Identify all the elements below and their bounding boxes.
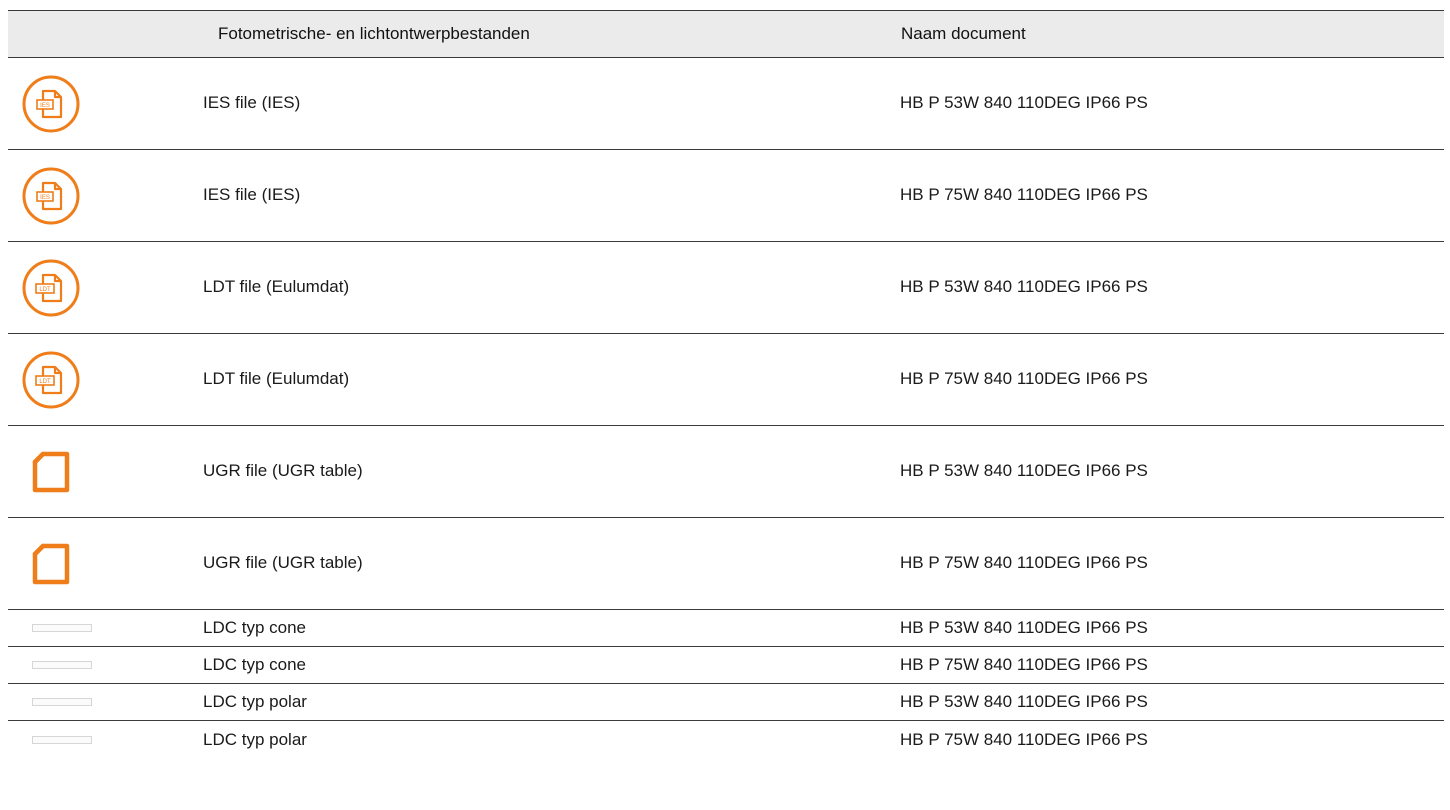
- ldt-file-icon[interactable]: [21, 258, 81, 318]
- ldc-thumbnail-placeholder[interactable]: [32, 698, 92, 706]
- table-header: [8, 10, 1444, 58]
- header-document-name: Naam document: [901, 24, 1026, 43]
- table-row[interactable]: [8, 58, 1444, 150]
- table-row[interactable]: [8, 721, 1444, 758]
- document-name: HB P 75W 840 110DEG IP66 PS: [900, 729, 1148, 749]
- table-row[interactable]: [8, 150, 1444, 242]
- file-type-link[interactable]: LDT file (Eulumdat): [203, 276, 350, 296]
- badge-text: LDT: [39, 286, 51, 293]
- ldt-file-icon[interactable]: [21, 350, 81, 410]
- ies-file-icon[interactable]: [21, 166, 81, 226]
- file-type-link[interactable]: LDC typ cone: [203, 618, 306, 637]
- table-row[interactable]: [8, 647, 1444, 684]
- badge-text: LDT: [39, 378, 51, 385]
- file-type-link[interactable]: LDC typ polar: [203, 729, 307, 749]
- document-name: HB P 75W 840 110DEG IP66 PS: [900, 655, 1148, 674]
- badge-text: IES: [40, 102, 50, 109]
- ldc-thumbnail-placeholder[interactable]: [32, 736, 92, 744]
- badge-text: IES: [40, 194, 50, 201]
- file-type-link[interactable]: LDC typ cone: [203, 655, 306, 674]
- document-name: HB P 53W 840 110DEG IP66 PS: [900, 460, 1148, 480]
- document-name: HB P 53W 840 110DEG IP66 PS: [900, 92, 1148, 112]
- table-row[interactable]: [8, 610, 1444, 647]
- table-row[interactable]: [8, 242, 1444, 334]
- file-type-link[interactable]: LDC typ polar: [203, 692, 307, 711]
- document-name: HB P 53W 840 110DEG IP66 PS: [900, 618, 1148, 637]
- table-row[interactable]: [8, 684, 1444, 721]
- document-name: HB P 75W 840 110DEG IP66 PS: [900, 368, 1148, 388]
- table-row[interactable]: [8, 334, 1444, 426]
- table-row[interactable]: [8, 426, 1444, 518]
- ldc-thumbnail-placeholder[interactable]: [32, 624, 92, 632]
- generic-file-icon[interactable]: [21, 442, 81, 502]
- document-name: HB P 75W 840 110DEG IP66 PS: [900, 552, 1148, 572]
- file-type-link[interactable]: UGR file (UGR table): [203, 552, 363, 572]
- table-row[interactable]: [8, 518, 1444, 610]
- document-name: HB P 53W 840 110DEG IP66 PS: [900, 692, 1148, 711]
- file-type-link[interactable]: UGR file (UGR table): [203, 460, 363, 480]
- ldc-thumbnail-placeholder[interactable]: [32, 661, 92, 669]
- ies-file-icon[interactable]: [21, 74, 81, 134]
- generic-file-icon[interactable]: [21, 534, 81, 594]
- file-type-link[interactable]: LDT file (Eulumdat): [203, 368, 350, 388]
- file-type-link[interactable]: IES file (IES): [203, 184, 301, 204]
- document-name: HB P 75W 840 110DEG IP66 PS: [900, 184, 1148, 204]
- documents-table: [8, 10, 1444, 758]
- file-type-link[interactable]: IES file (IES): [203, 92, 301, 112]
- document-name: HB P 53W 840 110DEG IP66 PS: [900, 276, 1148, 296]
- header-file-type: Fotometrische- en lichtontwerpbestanden: [218, 24, 530, 43]
